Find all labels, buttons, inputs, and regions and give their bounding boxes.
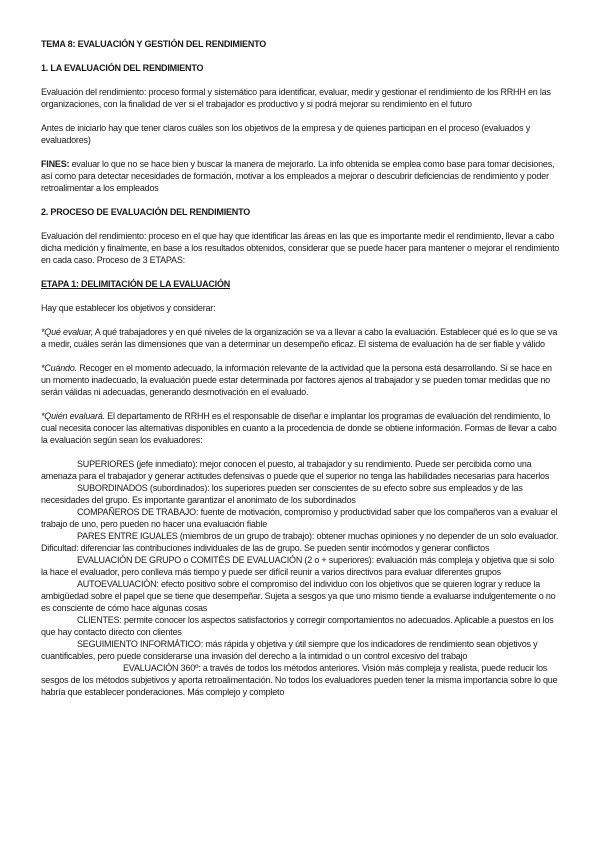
evaluator-text: mejor conocen el puesto, al trabajador y su rendimiento. Puede ser percibida como una amenaza para el trabajador y generar actitudes defensivas o puede que el superior no tenga las habilidades necesarias para hacerlos (41, 459, 550, 481)
evaluator-label: SEGUIMIENTO INFORMÁTICO: (77, 639, 204, 649)
evaluator-label: CLIENTES: (77, 615, 122, 625)
section-2-heading: 2. PROCESO DE EVALUACIÓN DEL RENDIMIENTO (41, 207, 251, 217)
etapa-1-heading: ETAPA 1: DELIMITACIÓN DE LA EVALUACIÓN (41, 279, 231, 289)
que-evaluar-lead: *Qué evaluar, (41, 327, 93, 337)
que-evaluar-text: A qué trabajadores y en qué niveles de la organización se va a llevar a cabo la evaluación. Establecer qué es lo que se va a medir, cuáles serán las dimensiones que van a determinar un desempeño eficaz. El sistema de evaluación ha de ser fiable y válido (41, 327, 558, 349)
evaluator-label: EVALUACIÓN 360º: (123, 663, 201, 673)
evaluator-text: los superiores pueden ser conscientes de su efecto sobre sus empleados y de las necesidades del grupo. Es importante garantizar el anonimato de los subordinados (41, 483, 523, 505)
evaluator-item-grupo (41, 554, 560, 578)
fines-text: evaluar lo que no se hace bien y buscar la manera de mejorarlo. La info obtenida se emplea como base para tomar decisiones, así como para detectar necesidades de formación, motivar a los empleados a mejorar o descubrir deficiencias de rendimiento y poder retroalimentar a los empleados (41, 159, 555, 193)
evaluator-item-autoevaluacion (41, 578, 560, 614)
evaluator-text: permite conocer los aspectos satisfactorios y corregir comportamientos no adecuados. Aplicable a puestos en los que hay contacto directo con clientes (41, 615, 554, 637)
paragraph-fines (41, 158, 560, 194)
evaluator-text: evaluación más compleja y objetiva que si solo la hace el evaluador, pero conlleva más tiempo y puede ser difícil reunir a varios directivos para evaluar diferentes grupos (41, 555, 555, 577)
doc-title: TEMA 8: EVALUACIÓN Y GESTIÓN DEL RENDIMIENTO (41, 39, 267, 49)
evaluator-item-pares (41, 530, 560, 554)
paragraph-que-evaluar (41, 326, 560, 350)
etapa-1-intro: Hay que establecer los objetivos y considerar: (41, 303, 216, 313)
evaluator-text: obtener muchas opiniones y no depender de un solo evaluador. Dificultad: diferenciar las contribuciones individuales de las de grupo. Se pueden sentir incómodos y generar conflictos (41, 531, 559, 553)
evaluator-text: fuente de motivación, compromiso y productividad saber que los compañeros van a evaluar el trabajo de uno, pero pueden no hacer una evaluación fiable (41, 507, 558, 529)
paragraph-before-start: Antes de iniciarlo hay que tener claros cuáles son los objetivos de la empresa y de quienes participan en el proceso (evaluados y evaluadores) (41, 123, 531, 145)
evaluator-label: AUTOEVALUACIÓN: (77, 579, 159, 589)
evaluator-text: a través de todos los métodos anteriores. Visión más compleja y realista, puede reducir los sesgos de los métodos subjetivos y aporta retroalimentación. No todos los evaluadores pueden tener la misma importancia sobre lo que habría que establecer ponderaciones. Más complejo y completo (41, 663, 558, 697)
evaluator-item-360 (41, 662, 560, 698)
evaluator-item-companeros (41, 506, 560, 530)
evaluator-item-superiores (41, 458, 560, 482)
evaluator-label: COMPAÑEROS DE TRABAJO: (77, 507, 199, 517)
paragraph-quien-evaluara (41, 410, 560, 446)
evaluator-label: SUBORDINADOS (subordinados): (77, 483, 210, 493)
paragraph-definition: Evaluación del rendimiento: proceso formal y sistemático para identificar, evaluar, medir y gestionar el rendimiento de los RRHH en las organizaciones, con la finalidad de ver si el trabajador es productivo y si podrá mejorar su rendimiento en el futuro (41, 87, 551, 109)
evaluators-list (41, 458, 560, 698)
evaluator-label: PARES ENTRE IGUALES (miembros de un grupo de trabajo): (77, 531, 315, 541)
evaluator-item-seguimiento (41, 638, 560, 662)
cuando-text: Recoger en el momento adecuado, la información relevante de la actividad que la persona está desarrollando. Si se hace en un momento inadecuado, la evaluación puede estar determinada por factores ajenos al trabajador y se pueden tomar medidas que no serán válidas ni adecuadas, generando desmotivación en el evaluado. (41, 363, 552, 397)
evaluator-text: efecto positivo sobre el compromiso del individuo con los objetivos que se quieren lograr y reduce la ambigüedad sobre el papel que se tiene que desempeñar. Sujeta a sesgos ya que uno mismo tiende a evaluarse indulgentemente o no es consciente de cómo hace algunas cosas (41, 579, 556, 613)
evaluator-text: más rápida y objetiva y útil siempre que los indicadores de rendimiento sean objetivos y cuantificables, pero puede considerarse una invasión del derecho a la intimidad o un control excesivo del trabajo (41, 639, 538, 661)
quien-text: El departamento de RRHH es el responsable de diseñar e implantar los programas de evaluación del rendimiento, lo cual necesita conocer las alternativas disponibles en cuanto a la procedencia de donde se obtiene información. Formas de llevar a cabo la evaluación según sean los evaluadores: (41, 411, 557, 445)
evaluator-item-clientes (41, 614, 560, 638)
evaluator-label: SUPERIORES (jefe inmediato): (77, 459, 198, 469)
cuando-lead: *Cuándo. (41, 363, 77, 373)
paragraph-process: Evaluación del rendimiento: proceso en el que hay que identificar las áreas en las que es importante medir el rendimiento, llevar a cabo dicha medición y finalmente, en base a los resultados obtenidos, considerar que se puede hacer para mantener o mejorar el rendimiento en cada caso. Proceso de 3 ETAPAS: (41, 231, 560, 265)
evaluator-item-subordinados (41, 482, 560, 506)
quien-lead: *Quién evaluará. (41, 411, 105, 421)
fines-label: FINES: (41, 159, 70, 169)
paragraph-cuando (41, 362, 560, 398)
evaluator-label: EVALUACIÓN DE GRUPO o COMITÉS DE EVALUACIÓN (2 o + superiores): (77, 555, 374, 565)
section-1-heading: 1. LA EVALUACIÓN DEL RENDIMIENTO (41, 63, 204, 73)
